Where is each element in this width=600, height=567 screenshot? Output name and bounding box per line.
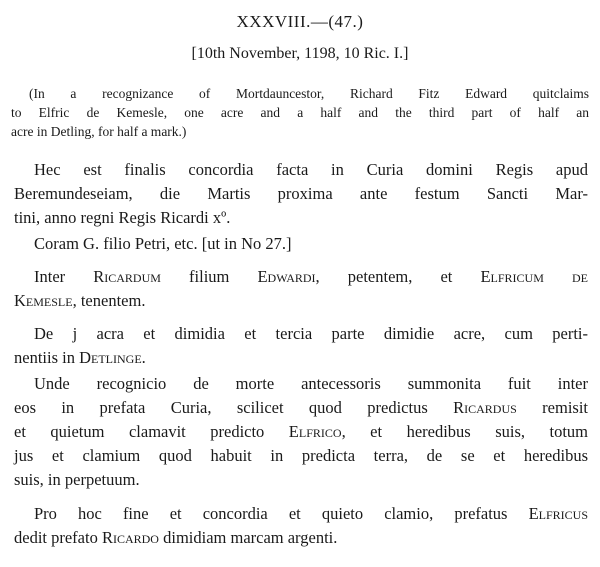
text-line: Kemesle, tenentem. (14, 291, 146, 310)
name-ricardum: Ricardum (93, 267, 161, 286)
name-elfrico: Elfrico (288, 422, 342, 441)
name-elfricus: Elfricus (528, 504, 588, 523)
text-line: jus et clamium quod habuit in predicta terra, de se et heredibus (14, 446, 588, 465)
paragraph-payment (14, 502, 588, 550)
text-line: tini, anno regni Regis Ricardi xº. (14, 208, 231, 227)
text-line: De j acra et dimidia et tercia parte dimidie acre, cum perti- (34, 324, 588, 343)
name-edwardi: Edwardi (257, 267, 316, 286)
text-line: Unde recognicio de morte antecessoris summonita fuit inter (34, 374, 588, 393)
summary-line: acre in Detling, for half a mark.) (11, 124, 187, 139)
paragraph-parties (14, 265, 588, 313)
paragraph-recognicio (14, 372, 588, 492)
place-detlinge: Detlinge (79, 348, 142, 367)
paragraph-concordia (14, 158, 588, 230)
text-line: Hec est finalis concordia facta in Curia domini Regis apud (34, 160, 588, 179)
name-ricardo: Ricardo (101, 528, 159, 547)
text-line: eos in prefata Curia, scilicet quod predictus Ricardus remisit (14, 398, 588, 417)
paragraph-land (14, 322, 588, 370)
document-date: [10th November, 1198, 10 Ric. I.] (191, 45, 409, 62)
name-elfricum: Elfricum de (480, 267, 588, 286)
text-line: Pro hoc fine et concordia et quieto clamio, prefatus Elfricus (34, 504, 588, 523)
name-kemesle: Kemesle (14, 291, 73, 310)
text-line: Inter Ricardum filium Edwardi, petentem, et Elfricum de (34, 267, 588, 286)
text-line: Coram G. filio Petri, etc. [ut in No 27.] (34, 234, 292, 253)
paragraph-coram (14, 232, 588, 256)
document-heading: XXXVIII.—(47.) (236, 12, 364, 31)
text-line: Beremundeseiam, die Martis proxima ante festum Sancti Mar- (14, 184, 588, 203)
summary-line: (In a recognizance of Mortdauncestor, Richard Fitz Edward quitclaims (29, 86, 589, 101)
text-line: dedit prefato Ricardo dimidiam marcam argenti. (14, 528, 338, 547)
text-line: suis, in perpetuum. (14, 470, 140, 489)
name-ricardus: Ricardus (453, 398, 517, 417)
summary-line: to Elfric de Kemesle, one acre and a half and the third part of half an (11, 105, 589, 120)
text-line: et quietum clamavit predicto Elfrico, et heredibus suis, totum (14, 422, 588, 441)
text-line: nentiis in Detlinge. (14, 348, 146, 367)
summary-paragraph (11, 84, 589, 141)
